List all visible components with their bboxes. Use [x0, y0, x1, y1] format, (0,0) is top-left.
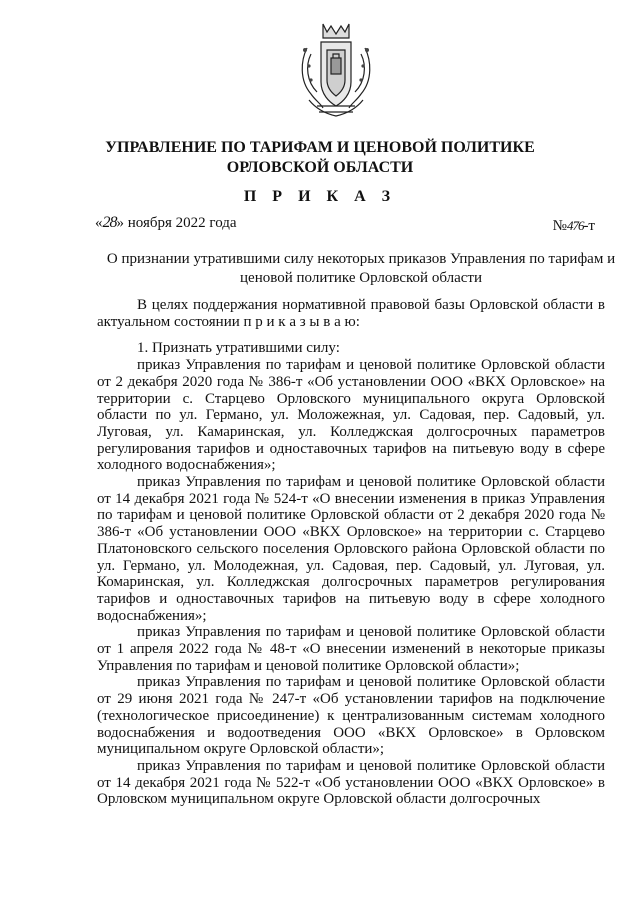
- org-name-line-1: УПРАВЛЕНИЕ ПО ТАРИФАМ И ЦЕНОВОЙ ПОЛИТИКЕ: [105, 139, 535, 156]
- document-type-title: П Р И К А З: [243, 188, 397, 205]
- order-number: [553, 218, 595, 235]
- list-item: приказ Управления по тарифам и ценовой политике Орловской области от 29 июня 2021 года № 247-т «Об установлении тарифов на подключение (технологическое присоединение) к централизованным системам холодного водоснабжения и водоотведения ООО «ВКХ Орловское» в Орловском муниципальном округе Орловской области»;: [97, 674, 605, 758]
- order-subject: О признании утратившими силу некоторых приказов Управления по тарифам и ценовой политике Орловской области: [106, 251, 616, 286]
- organization-name: [100, 138, 540, 178]
- list-item: приказ Управления по тарифам и ценовой политике Орловской области от 2 декабря 2020 года № 386-т «Об установлении ООО «ВКХ Орловское» на территории с. Старцево Орловского муниципального округа Орловской области по ул. Германо, ул. Моложежная, ул. Садовая, пер. Садовый, ул. Луговая, ул. Камаринская, ул. Колледжская долгосрочных параметров регулирования тарифов и одноставочных тарифов на питьевую воду в сфере холодного водоснабжения»;: [97, 357, 605, 474]
- list-item: 1. Признать утратившими силу:: [137, 340, 340, 357]
- date-open-quote: «: [95, 215, 103, 231]
- list-item: приказ Управления по тарифам и ценовой политике Орловской области от 14 декабря 2021 года № 524-т «О внесении изменения в приказ Управления по тарифам и ценовой политике Орловской области от 2 декабря 2020 года № 386-т «Об установлении ООО «ВКХ Орловское» на территории с. Старцево Платоновского сельского поселения Орловского района Орловской области по ул. Германо, ул. Молодежная, ул. Садовая, пер. Садовый, ул. Луговая, ул. Комаринская, ул. Колледжская долгосрочных параметров регулирования тарифов и одноставочных тарифов на питьевую воду в сфере холодного водоснабжения»;: [97, 474, 605, 624]
- order-body: [97, 297, 605, 808]
- number-suffix: -т: [583, 218, 595, 234]
- number-prefix: №: [552, 218, 567, 234]
- number-value-handwritten: 476: [566, 218, 584, 233]
- date-month-year: ноября 2022 года: [124, 215, 237, 231]
- coat-of-arms-icon: [297, 20, 375, 120]
- date-close-quote: »: [116, 215, 124, 231]
- preamble-paragraph: В целях поддержания нормативной правовой базы Орловской области в актуальном состоянии п р и к а з ы в а ю:: [97, 297, 605, 330]
- org-name-line-2: ОРЛОВСКОЙ ОБЛАСТИ: [226, 159, 414, 176]
- list-item: приказ Управления по тарифам и ценовой политике Орловской области от 14 декабря 2021 года № 522-т «Об установлении ООО «ВКХ Орловское» в Орловском муниципальном округе Орловской области долгосрочных: [97, 757, 605, 808]
- list-item: приказ Управления по тарифам и ценовой политике Орловской области от 1 апреля 2022 года № 48-т «О внесении изменений в некоторые приказы Управления по тарифам и ценовой политике Орловской области»;: [97, 624, 605, 674]
- order-date: [95, 214, 237, 232]
- date-day-handwritten: 28: [102, 214, 117, 231]
